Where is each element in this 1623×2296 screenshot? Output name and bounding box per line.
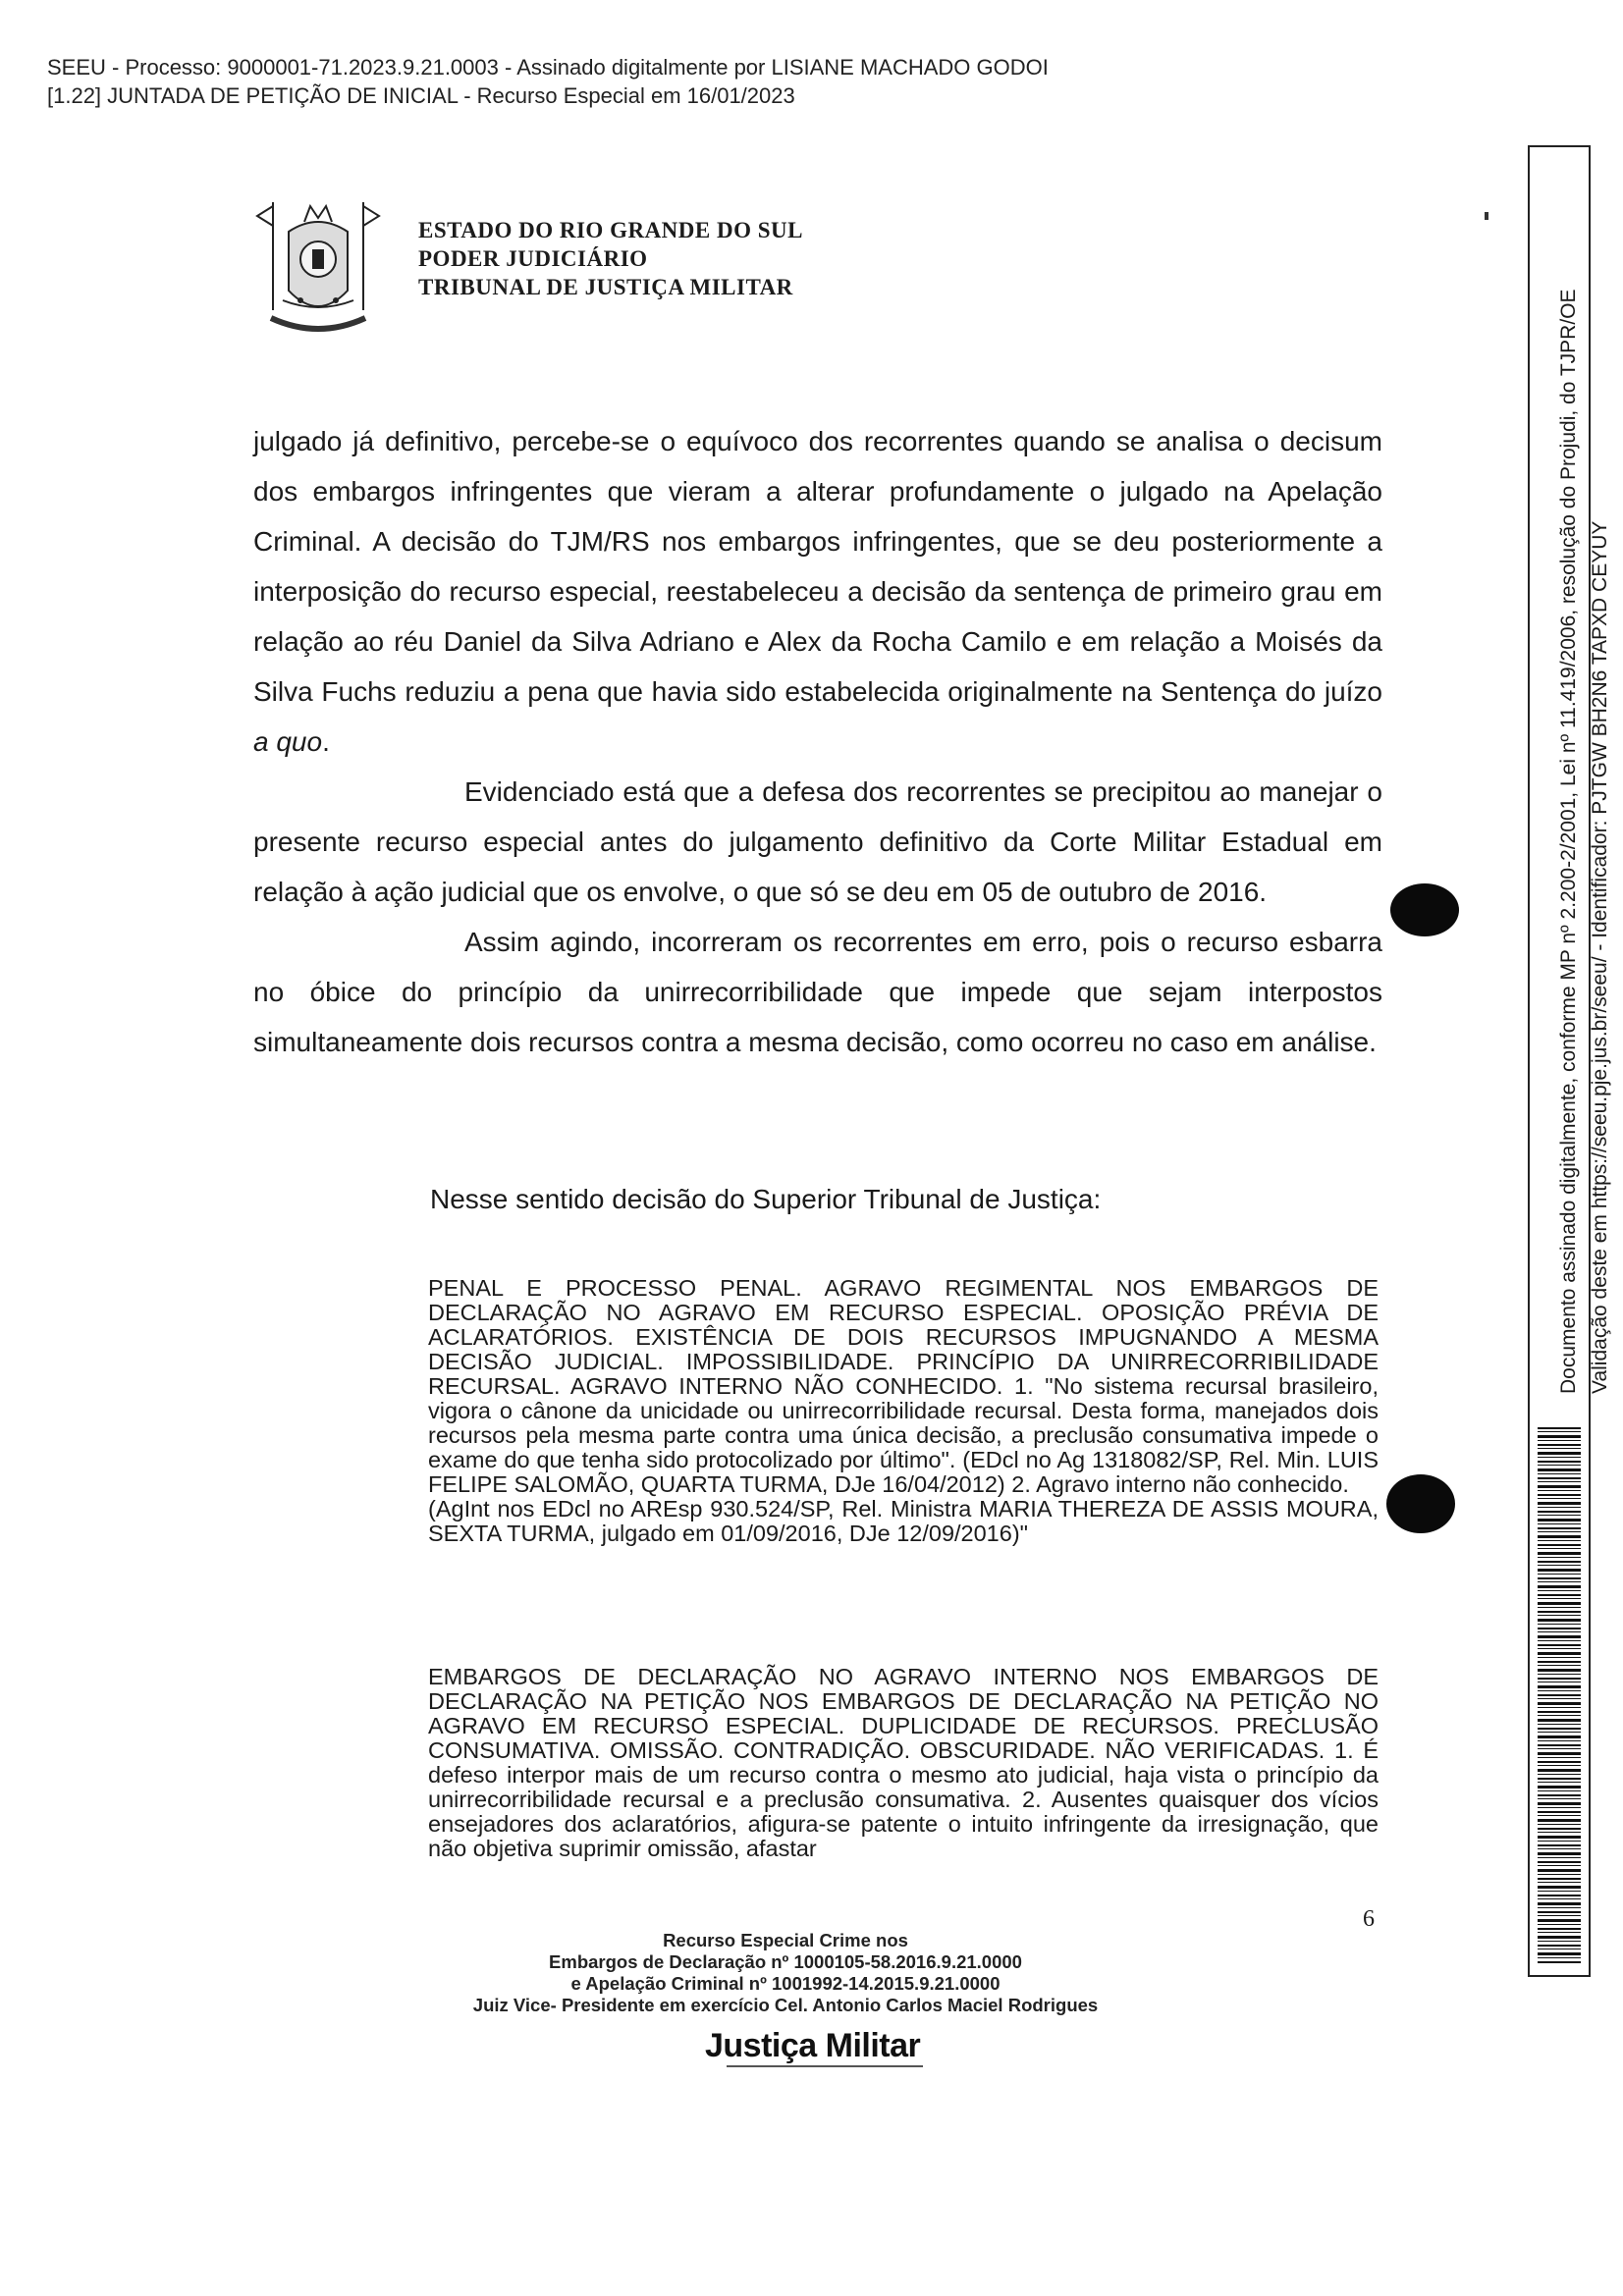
page-number: 6 (1363, 1906, 1375, 1932)
seeu-header (47, 53, 1225, 110)
signature-line-1: Documento assinado digitalmente, conforme MP nº 2.200-2/2001, Lei nº 11.419/2006, resolução do Projudi, do TJPR/OE (1557, 289, 1580, 1394)
paragraph-2: Evidenciado está que a defesa dos recorrentes se precipitou ao manejar o presente recurso especial antes do julgamento definitivo da Corte Militar Estadual em relação à ação judicial que os envolve, o que só se deu em 05 de outubro de 2016. (253, 776, 1382, 907)
barcode (1538, 1427, 1581, 1965)
body-text (253, 416, 1382, 1067)
signature-side-text (1553, 289, 1616, 1394)
signature-line-2: Validação deste em https://seeu.pje.jus.br/seeu/ - Identificador: PJTGW BH2N6 TAPXD CEYUY (1589, 520, 1611, 1394)
redaction-mark-2 (1386, 1474, 1455, 1533)
letterhead-line-2: PODER JUDICIÁRIO (418, 246, 648, 271)
citation-1 (428, 1276, 1379, 1546)
footer-line-1: Recurso Especial Crime nos (663, 1930, 908, 1950)
citation-2-text: EMBARGOS DE DECLARAÇÃO NO AGRAVO INTERNO NOS EMBARGOS DE DECLARAÇÃO NA PETIÇÃO NOS EMBARGOS DE DECLARAÇÃO NA PETIÇÃO NO AGRAVO EM RECURSO ESPECIAL. DUPLICIDADE DE RECURSOS. PRECLUSÃO CONSUMATIVA. OMISSÃO. CONTRADIÇÃO. OBSCURIDADE. NÃO VERIFICADAS. 1. É defeso interpor mais de um recurso contra o mesmo ato judicial, haja vista o princípio da unirrecorribilidade recursal e a preclusão consumativa. 2. Ausentes quaisquer dos vícios ensejadores dos aclaratórios, afigura-se patente o intuito infringente da irresignação, que não objetiva suprimir omissão, afastar (428, 1664, 1379, 1861)
coat-of-arms-icon (253, 192, 383, 347)
redaction-mark-1 (1390, 883, 1459, 936)
footer-line-2: Embargos de Declaração nº 1000105-58.2016.9.21.0000 (549, 1951, 1022, 1972)
letterhead-line-1: ESTADO DO RIO GRANDE DO SUL (418, 218, 803, 242)
letterhead-text (418, 216, 1007, 301)
footer-line-4: Juiz Vice- Presidente em exercício Cel. Antonio Carlos Maciel Rodrigues (472, 1995, 1099, 2015)
seeu-header-line-2: [1.22] JUNTADA DE PETIÇÃO DE INICIAL - Recurso Especial em 16/01/2023 (47, 83, 795, 108)
quote-intro: Nesse sentido decisão do Superior Tribunal de Justiça: (430, 1184, 1102, 1214)
letterhead-line-3: TRIBUNAL DE JUSTIÇA MILITAR (418, 275, 793, 299)
footer-line-3: e Apelação Criminal nº 1001992-14.2015.9.21.0000 (570, 1973, 1001, 1994)
citation-2 (428, 1665, 1379, 1861)
scan-mark (1485, 212, 1488, 220)
paragraph-1-italic: a quo (253, 726, 323, 757)
justica-militar-logo: Justiça Militar (705, 2027, 921, 2064)
seeu-header-line-1: SEEU - Processo: 9000001-71.2023.9.21.0003 - Assinado digitalmente por LISIANE MACHADO GODOI (47, 55, 1049, 80)
paragraph-3: Assim agindo, incorreram os recorrentes em erro, pois o recurso esbarra no óbice do princípio da unirrecorribilidade que impede que sejam interpostos simultaneamente dois recursos contra a mesma decisão, como ocorreu no caso em análise. (253, 927, 1382, 1057)
citation-1-text: PENAL E PROCESSO PENAL. AGRAVO REGIMENTAL NOS EMBARGOS DE DECLARAÇÃO NO AGRAVO EM RECURSO ESPECIAL. OPOSIÇÃO PRÉVIA DE ACLARATÓRIOS. EXISTÊNCIA DE DOIS RECURSOS IMPUGNANDO A MESMA DECISÃO JUDICIAL. IMPOSSIBILIDADE. PRINCÍPIO DA UNIRRECORRIBILIDADE RECURSAL. AGRAVO INTERNO NÃO CONHECIDO. 1. "No sistema recursal brasileiro, vigora o cânone da unicidade ou unirrecorribilidade recursal. Desta forma, manejados dois recursos pela mesma parte contra uma única decisão, a preclusão consumativa impede o exame do que tenha sido protocolizado por último". (EDcl no Ag 1318082/SP, Rel. Min. LUIS FELIPE SALOMÃO, QUARTA TURMA, DJe 16/04/2012) 2. Agravo interno não conhecido. (428, 1275, 1379, 1497)
paragraph-1-text: julgado já definitivo, percebe-se o equívoco dos recorrentes quando se analisa o decisum dos embargos infringentes que vieram a alterar profundamente o julgado na Apelação Criminal. A decisão do TJM/RS nos embargos infringentes, que se deu posteriormente a interposição do recurso especial, reestabeleceu a decisão da sentença de primeiro grau em relação ao réu Daniel da Silva Adriano e Alex da Rocha Camilo e em relação a Moisés da Silva Fuchs reduziu a pena que havia sido estabelecida originalmente na Sentença do juízo (253, 426, 1382, 707)
paragraph-1: julgado já definitivo, percebe-se o equívoco dos recorrentes quando se analisa o decisum dos embargos infringentes que vieram a alterar profundamente o julgado na Apelação Criminal. A decisão do TJM/RS nos embargos infringentes, que se deu posteriormente a interposição do recurso especial, reestabeleceu a decisão da sentença de primeiro grau em relação ao réu Daniel da Silva Adriano e Alex da Rocha Camilo e em relação a Moisés da Silva Fuchs reduziu a pena que havia sido estabelecida originalmente na Sentença do juízo a quo. (253, 426, 1382, 757)
logo-underline (727, 2065, 923, 2067)
footer-block (295, 1930, 1276, 2016)
citation-1-reference: (AgInt nos EDcl no AREsp 930.524/SP, Rel. Ministra MARIA THEREZA DE ASSIS MOURA, SEXTA TURMA, julgado em 01/09/2016, DJe 12/09/2016)" (428, 1496, 1379, 1546)
